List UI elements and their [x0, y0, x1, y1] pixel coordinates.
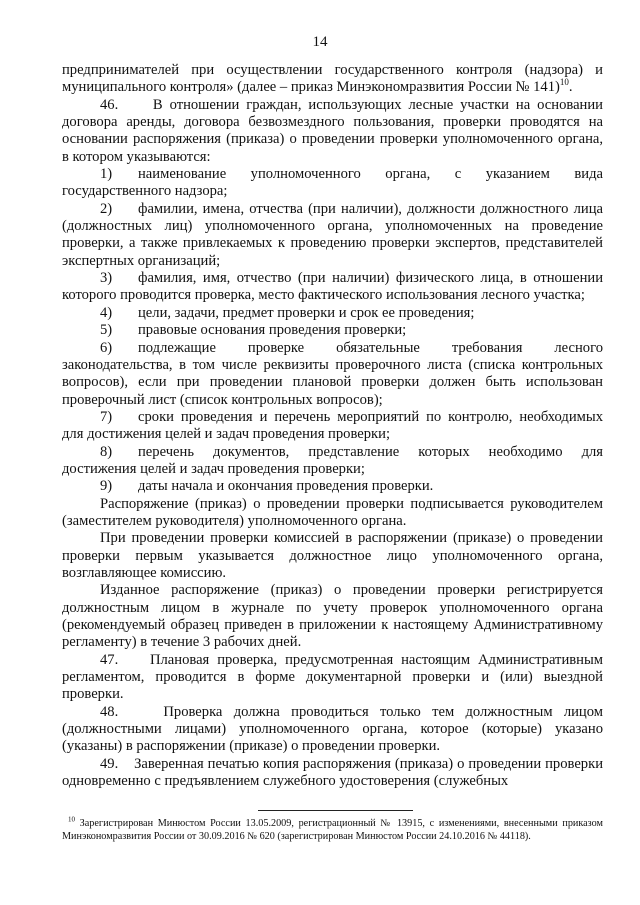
list-item: 7) сроки проведения и перечень мероприятий по контролю, необходимых для достижения целей и задач проведения проверки; — [62, 408, 603, 443]
list-item-number: 5) — [100, 322, 113, 339]
list-item-number: 1) — [100, 166, 113, 183]
list-item-number: 3) — [100, 270, 113, 287]
paragraph: 49. Заверенная печатью копия распоряжения (приказа) о проведении проверки одновременно с предъявлением служебного удостоверения (служебных — [62, 755, 603, 790]
list-item: 8) перечень документов, представление которых необходимо для достижения целей и задач проведения проверки; — [62, 443, 603, 477]
list-item-number: 2) — [100, 200, 113, 217]
list-item-number: 7) — [100, 408, 113, 425]
list-item: 3) фамилия, имя, отчество (при наличии) физического лица, в отношении которого проводится проверка, место фактического использования лесного участка; — [62, 270, 603, 304]
paragraph: При проведении проверки комиссией в распоряжении (приказе) о проведении проверки первым указывается должностное лицо уполномоченного органа, возглавляющее комиссию. — [62, 530, 603, 581]
paragraph: предпринимателей при осуществлении государственного контроля (надзора) и муниципального контроля» (далее – приказ Минэкономразвития России № 141)$^{10}$. — [62, 62, 603, 96]
footnote-reference: 10 — [559, 77, 569, 88]
list-item-number: 8) — [100, 443, 113, 460]
list-item-number: 9) — [100, 478, 113, 495]
paragraph: Изданное распоряжение (приказ) о проведении проверки регистрируется должностным лицом в журнале по учету проверок уполномоченного органа (рекомендуемый образец приведен в приложении к настоящему Административному регламенту) в течение 3 рабочих дней. — [62, 582, 603, 651]
list-item: 2) фамилии, имена, отчества (при наличии), должности должностного лица (должностных лиц) уполномоченного органа, уполномоченных на проведение проверки, а также привлекаемых к проведению проверки экспертов, представителей экспертных организаций; — [62, 200, 603, 269]
list-item: 4) цели, задачи, предмет проверки и срок ее проведения; — [100, 304, 475, 321]
paragraph: Распоряжение (приказ) о проведении проверки подписывается руководителем (заместителем руководителя) уполномоченного органа. — [62, 495, 603, 529]
footnote-separator — [258, 810, 413, 811]
footnote-mark: 10 — [68, 815, 75, 824]
list-item-number: 4) — [100, 304, 113, 321]
footnote: $^{10}$ Зарегистрирован Минюстом России 13.05.2009, регистрационный № 13915, с изменениями, внесенными приказом Минэкономразвития России от 30.09.2016 № 620 (зарегистрирован Минюстом России 24.10.2016 № 44118). — [62, 815, 603, 842]
list-item: 5) правовые основания проведения проверки; — [100, 322, 407, 339]
page-number: 14 — [312, 34, 328, 50]
document-body — [62, 62, 603, 790]
list-item: 6) подлежащие проверке обязательные требования лесного законодательства, в том числе реквизиты проверочного листа (списка контрольных вопросов), если при проведении плановой проверки должен быть использован проверочный лист (список контрольных вопросов); — [62, 339, 603, 408]
list-item-number: 6) — [100, 339, 113, 356]
paragraph: 48. Проверка должна проводиться только тем должностным лицом (должностными лицами) уполномоченного органа, которое (которые) указано (указаны) в распоряжении (приказе) о проведении проверки. — [62, 703, 603, 755]
list-item: 9) даты начала и окончания проведения проверки. — [100, 478, 434, 495]
paragraph: 46. В отношении граждан, использующих лесные участки на основании договора аренды, договора безвозмездного пользования, проверки проводятся на основании распоряжения (приказа) о проведении проверки уполномоченного органа, в котором указываются: — [62, 96, 603, 165]
list-item: 1) наименование уполномоченного органа, с указанием вида государственного надзора; — [62, 166, 603, 200]
paragraph: 47. Плановая проверка, предусмотренная настоящим Административным регламентом, проводится в форме документарной проверки и (или) выездной проверки. — [62, 651, 603, 703]
